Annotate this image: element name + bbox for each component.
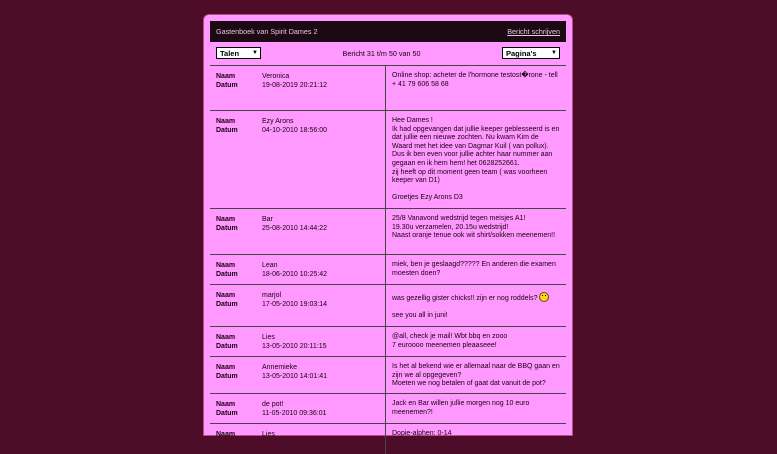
entry-meta — [210, 255, 386, 284]
pages-select[interactable] — [502, 47, 560, 59]
date-label: Datum — [216, 410, 238, 417]
date-label: Datum — [216, 343, 238, 350]
entry-row — [210, 255, 566, 285]
date-label: Datum — [216, 82, 238, 89]
entry-date: 13-05-2010 20:11:15 — [262, 343, 327, 350]
entry-message — [392, 293, 560, 303]
language-select[interactable] — [216, 47, 261, 59]
name-label: Naam — [216, 73, 236, 80]
entry-row — [210, 357, 566, 394]
name-label: Naam — [216, 118, 236, 125]
entry-meta — [210, 209, 386, 254]
entry-meta — [210, 66, 386, 110]
controls-bar — [216, 46, 560, 60]
write-message-link[interactable]: Bericht schrijven — [507, 27, 560, 36]
entry-message-text: see you all in juni! — [392, 312, 448, 320]
date-label: Datum — [216, 127, 238, 134]
entry-date: 19-08-2019 20:21:12 — [262, 82, 327, 89]
name-label: Naam — [216, 401, 236, 408]
entry-row — [210, 66, 566, 111]
entry-meta — [210, 285, 386, 326]
name-label: Naam — [216, 364, 236, 371]
entry-date: 17-05-2010 19:03:14 — [262, 301, 327, 308]
name-label: Naam — [216, 292, 236, 299]
entry-name: Lies — [262, 334, 275, 341]
entry-date: 13-05-2010 14:01:41 — [262, 373, 327, 380]
chevron-down-icon: ▼ — [252, 50, 258, 56]
entry-meta — [210, 327, 386, 356]
smiley-icon — [539, 292, 549, 302]
entry-meta — [210, 394, 386, 423]
name-label: Naam — [216, 334, 236, 341]
date-label: Datum — [216, 301, 238, 308]
entry-name: Lies — [262, 431, 275, 438]
guestbook-panel — [204, 15, 572, 438]
entry-message: Hee Dames ! Ik had opgevangen dat jullie keeper geblesseerd is en dat jullie een nieuwe zochten. Nu kwam Kim de Waard met het idee van Dagmar Kuil ( van pollux). Dus ik ben even voor jullie achter haar nummer aan gegaan en ik hem hem! het 0628252661. zij heeft op dit moment geen team ( was voorheen keeper van D1) Groetjes Ezy Arons D3 — [392, 117, 560, 202]
entry-meta — [210, 357, 386, 393]
guestbook-title: Gastenboek van Spirit Dames 2 — [216, 27, 318, 36]
entry-row — [210, 327, 566, 357]
date-label: Datum — [216, 271, 238, 278]
entry-message: Jack en Bar willen jullie morgen nog 10 euro meenemen?! — [392, 400, 532, 416]
date-label: Datum — [216, 225, 238, 232]
entry-name: marjol — [262, 292, 282, 299]
name-label: Naam — [216, 431, 236, 438]
entry-message: Online shop: acheter de l'hormone testost�rone - tell + 41 79 606 58 68 — [392, 72, 560, 88]
entry-name: Bar — [262, 216, 273, 223]
entry-date: 11-05-2010 09:36:01 — [262, 410, 327, 417]
entry-message: Dopie-alphen: 0-14 — [392, 430, 452, 437]
message-range: Bericht 31 t/m 50 van 50 — [342, 48, 421, 58]
entry-message: 25/8 Vanavond wedstrijd tegen meisjes A1! 19.30u verzamelen, 20.15u wedstrijd! Naast oranje tenue ook wit shirt/sokken meenemen!! — [392, 215, 556, 240]
entry-row — [210, 209, 566, 255]
entry-message-text: was gezellig gister chicks!! zijn er nog roddels? — [392, 294, 538, 302]
pages-select-value: Pagina's — [505, 48, 537, 58]
entry-message: miek, ben je geslaagd????? En anderen die examen moesten doen? — [392, 261, 558, 277]
entry-message: Is het al bekend wie er allemaal naar de BBQ gaan en zijn we al opgegeven? Moeten we nog betalen of gaat dat vanuit de pot? — [392, 363, 560, 388]
date-label: Datum — [216, 373, 238, 380]
name-label: Naam — [216, 216, 236, 223]
entry-row — [210, 424, 566, 454]
entry-date: 18-06-2010 10:25:42 — [262, 271, 327, 278]
entry-date: 04-10-2010 18:56:00 — [262, 127, 327, 134]
entry-name: Veronica — [262, 73, 290, 80]
entry-row — [210, 285, 566, 327]
entries-table — [210, 65, 566, 454]
entry-date: 25-08-2010 14:44:22 — [262, 225, 327, 232]
entry-name: Annemieke — [262, 364, 298, 371]
entry-message: @all, check je mail! Wbt bbq en zooo 7 euroooo meenemen pleaaseee! — [392, 333, 508, 349]
guestbook-header — [210, 21, 566, 42]
name-label: Naam — [216, 262, 236, 269]
entry-row — [210, 394, 566, 424]
entry-meta — [210, 111, 386, 208]
entry-meta — [210, 424, 386, 454]
language-select-value: Talen — [220, 48, 240, 58]
entry-name: Ezy Arons — [262, 118, 294, 125]
entry-row — [210, 111, 566, 209]
chevron-down-icon: ▼ — [551, 50, 557, 56]
entry-name: de pot! — [262, 401, 284, 408]
entry-name: Lean — [262, 262, 278, 269]
